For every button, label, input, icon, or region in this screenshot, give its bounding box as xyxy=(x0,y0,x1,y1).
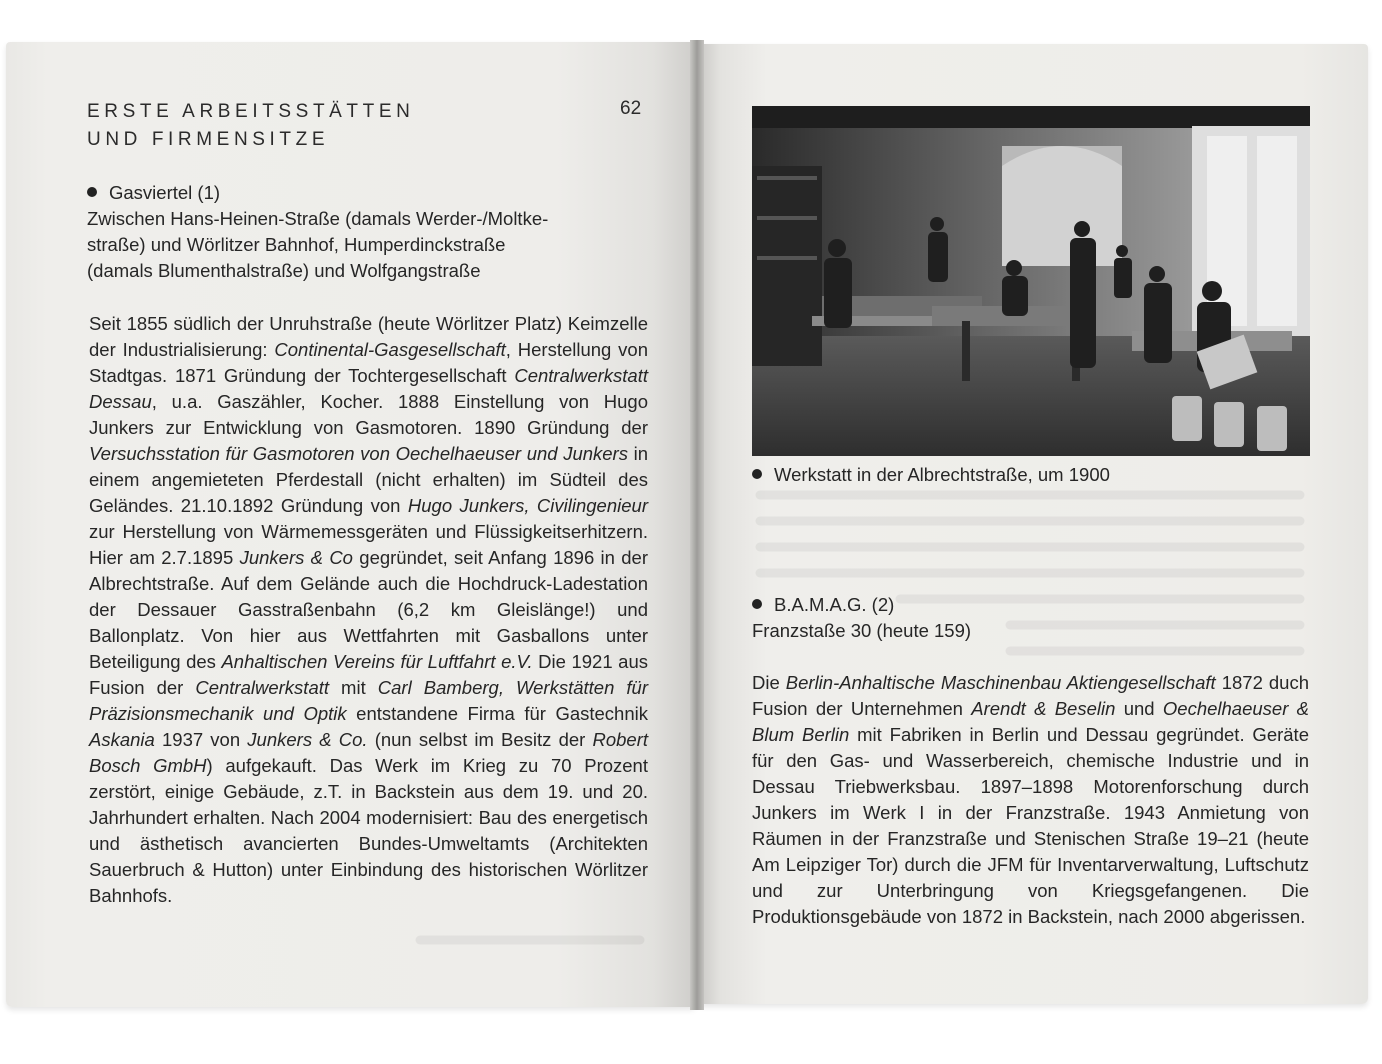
location-line: (damals Blumenthalstraße) und Wolfgangstraße xyxy=(87,260,481,281)
text-run: Die 1921 aus Fusion der xyxy=(89,651,648,698)
italic-run: Centralwerkstatt Dessau xyxy=(89,365,648,412)
text-run: und xyxy=(1115,698,1163,719)
text-run: , Herstellung von Stadtgas. 1871 Gründung der Tochtergesellschaft xyxy=(89,339,649,386)
text-run: 1937 von xyxy=(154,729,248,750)
italic-run: Berlin-Anhaltische Maschinenbau Aktiengesellschaft xyxy=(785,672,1216,693)
header-line-2: UND FIRMENSITZE xyxy=(87,129,330,150)
text-run: mit Fabriken in Berlin und Dessau gegründet. Geräte für den Gas- und Wasserbereich, chemische Industrie und in Dessau Triebwerksbau. 1897–1898 Motorenforschung durch Junkers im Werk I in der Franzstraße. 1943 Anmietung von Räumen in der Franzstraße und Stenischen Straße 19–21 (heute Am Leipziger Tor) durch die JFM für Inventarverwaltung, Luftschutz und zur Unterbringung von Kriegsgefangenen. Die Produktionsgebäude von 1872 in Backstein, nach 2000 abgerissen. xyxy=(752,724,1309,927)
italic-run: Carl Bamberg, Werkstätten für Präzisionsmechanik und Optik xyxy=(89,677,648,724)
text-run: in einem angemieteten Pferdestall (nicht erhalten) im Südteil des Geländes. 21.10.1892 Gründung von xyxy=(89,443,648,516)
italic-run: Askania xyxy=(89,729,155,750)
header-line-1: ERSTE ARBEITSSTÄTTEN xyxy=(87,101,415,122)
bullet-icon xyxy=(752,469,762,479)
italic-run: Oechelhaeuser & Blum Berlin xyxy=(752,698,1310,745)
workshop-photo xyxy=(752,106,1310,456)
text-run: gegründet, seit Anfang 1896 in der Albrechtstraße. Auf dem Gelände auch die Hochdruck-Ladestation der Dessauer Gasstraßenbahn (6,2 km Gleislänge!) und Ballonplatz. Von hier aus Wettfahrten mit Gasballons unter Beteiligung des xyxy=(89,547,648,672)
italic-run: Anhaltischen Vereins für Luftfahrt e.V. xyxy=(221,651,533,672)
text-run: , u.a. Gaszähler, Kocher. 1888 Einstellung von Hugo Junkers zur Entwicklung von Gasmotoren. 1890 Gründung der xyxy=(89,391,648,438)
entry-title xyxy=(87,180,649,206)
text-run: zur Herstellung von Wärmemessgeräten und Flüssigkeitserhitzern. Hier am 2.7.1895 xyxy=(89,521,648,568)
italic-run: Versuchsstation für Gasmotoren von Oechelhaeuser und Junkers xyxy=(89,443,628,464)
italic-run: Junkers & Co xyxy=(239,547,353,568)
text-run: (nun selbst im Besitz der xyxy=(367,729,593,750)
text-run: 1872 duch Fusion der Unternehmen xyxy=(752,672,1309,719)
text-run: Die xyxy=(752,672,786,693)
text-run: ) aufgekauft. Das Werk im Krieg zu 70 Prozent zerstört, einige Gebäude, z.T. in Backstein aus dem 19. und 20. Jahrhundert erhalten. Nach 2004 modernisiert: Bau des energetisch und ästhetisch avancierten Bundes-Umweltamts (Architekten Sauerbruch & Hutton) unter Einbindung des historischen Wörlitzer Bahnhofs. xyxy=(89,755,648,906)
italic-run: Hugo Junkers, Civilingenieur xyxy=(407,495,648,516)
page-number: 62 xyxy=(620,98,642,119)
italic-run: Robert Bosch GmbH xyxy=(89,729,649,776)
location-line: Zwischen Hans-Heinen-Straße (damals Werder-/Moltke- xyxy=(87,208,549,229)
bullet-icon xyxy=(752,599,762,609)
italic-run: Centralwerkstatt xyxy=(195,677,330,698)
text-run: entstandene Firma für Gastechnik xyxy=(346,703,648,724)
entry-title-text: Gasviertel (1) xyxy=(109,182,221,203)
italic-run: Junkers & Co. xyxy=(247,729,368,750)
body-text xyxy=(89,311,648,909)
bullet-icon xyxy=(87,187,97,197)
running-header xyxy=(87,98,414,154)
location-line: straße) und Wörlitzer Bahnhof, Humperdinckstraße xyxy=(87,234,506,255)
text-run: mit xyxy=(329,677,378,698)
entry-bamag xyxy=(752,592,1312,644)
location-line: Franzstaße 30 (heute 159) xyxy=(752,620,972,641)
photo-caption-text: Werkstatt in der Albrechtstraße, um 1900 xyxy=(774,464,1110,485)
entry-title xyxy=(752,592,1312,618)
text-run: Seit 1855 südlich der Unruhstraße (heute Wörlitzer Platz) Keimzelle der Industrialisierung: xyxy=(89,313,648,360)
italic-run: Continental-Gasgesellschaft xyxy=(274,339,506,360)
entry-gasviertel xyxy=(87,180,649,284)
workshop-photo-image xyxy=(752,106,1310,456)
entry-title-text: B.A.M.A.G. (2) xyxy=(774,594,895,615)
body-text xyxy=(752,670,1309,930)
photo-caption xyxy=(752,462,1110,488)
italic-run: Arendt & Beselin xyxy=(971,698,1116,719)
